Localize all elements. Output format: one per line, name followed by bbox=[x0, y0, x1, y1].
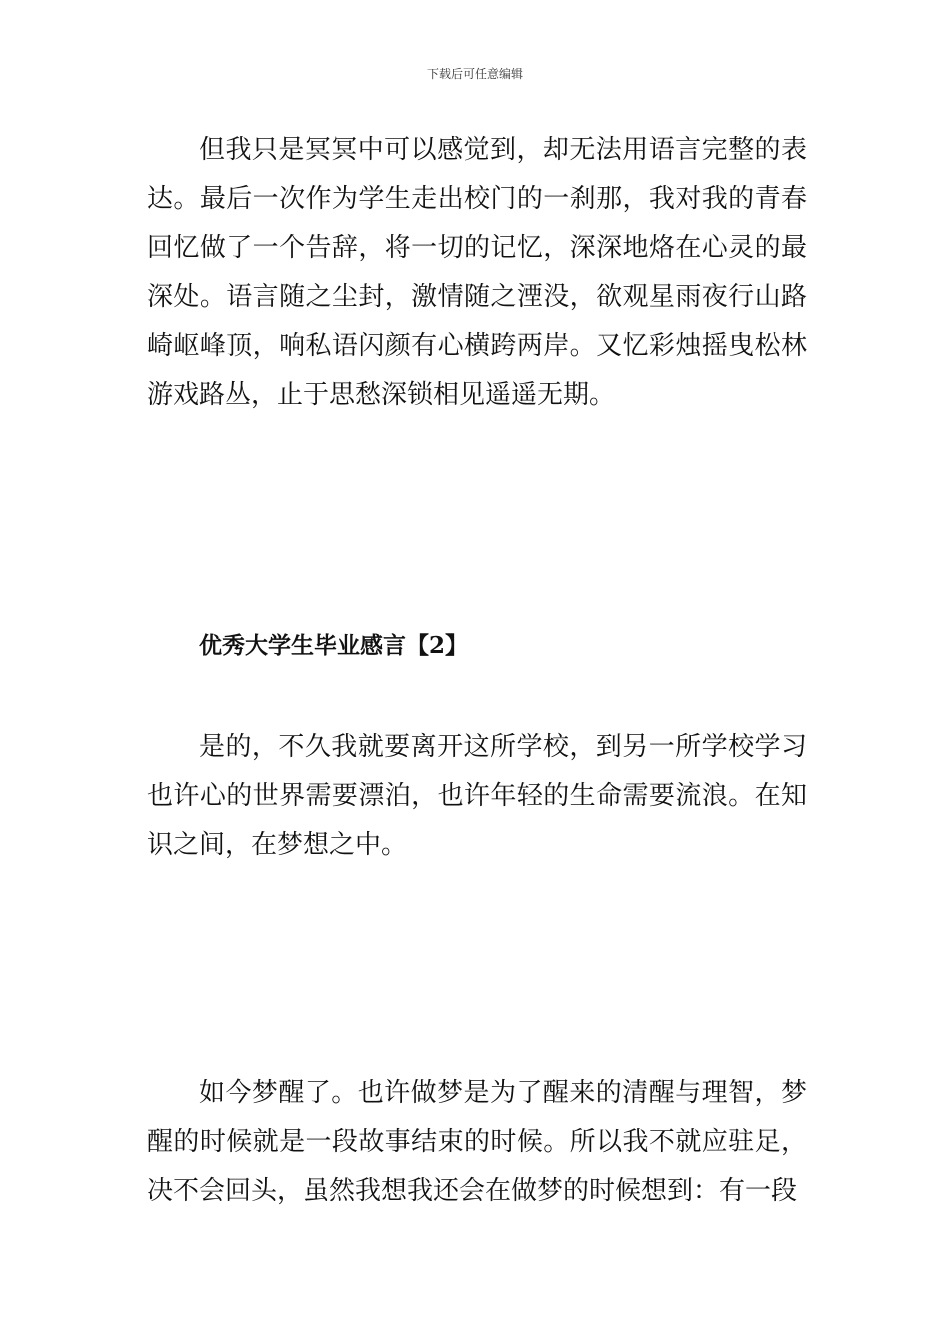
section-heading-2: 优秀大学生毕业感言【2】 bbox=[199, 632, 469, 659]
paragraph-3: 如今梦醒了。也许做梦是为了醒来的清醒与理智，梦醒的时候就是一段故事结束的时候。所以我不就应驻足，决不会回头，虽然我想我还会在做梦的时候想到：有一段 bbox=[147, 1078, 807, 1206]
paragraph-2: 是的，不久我就要离开这所学校，到另一所学校学习也许心的世界需要漂泊，也许年轻的生命需要流浪。在知识之间，在梦想之中。 bbox=[147, 732, 807, 860]
paragraph-1: 但我只是冥冥中可以感觉到，却无法用语言完整的表达。最后一次作为学生走出校门的一刹那，我对我的青春回忆做了一个告辞，将一切的记忆，深深地烙在心灵的最深处。语言随之尘封，激情随之湮没，欲观星雨夜行山路崎岖峰顶，响私语闪颜有心横跨两岸。又忆彩烛摇曳松林游戏路丛，止于思愁深锁相见遥遥无期。 bbox=[147, 135, 807, 410]
page-header: 下载后可任意编辑 bbox=[426, 67, 523, 81]
